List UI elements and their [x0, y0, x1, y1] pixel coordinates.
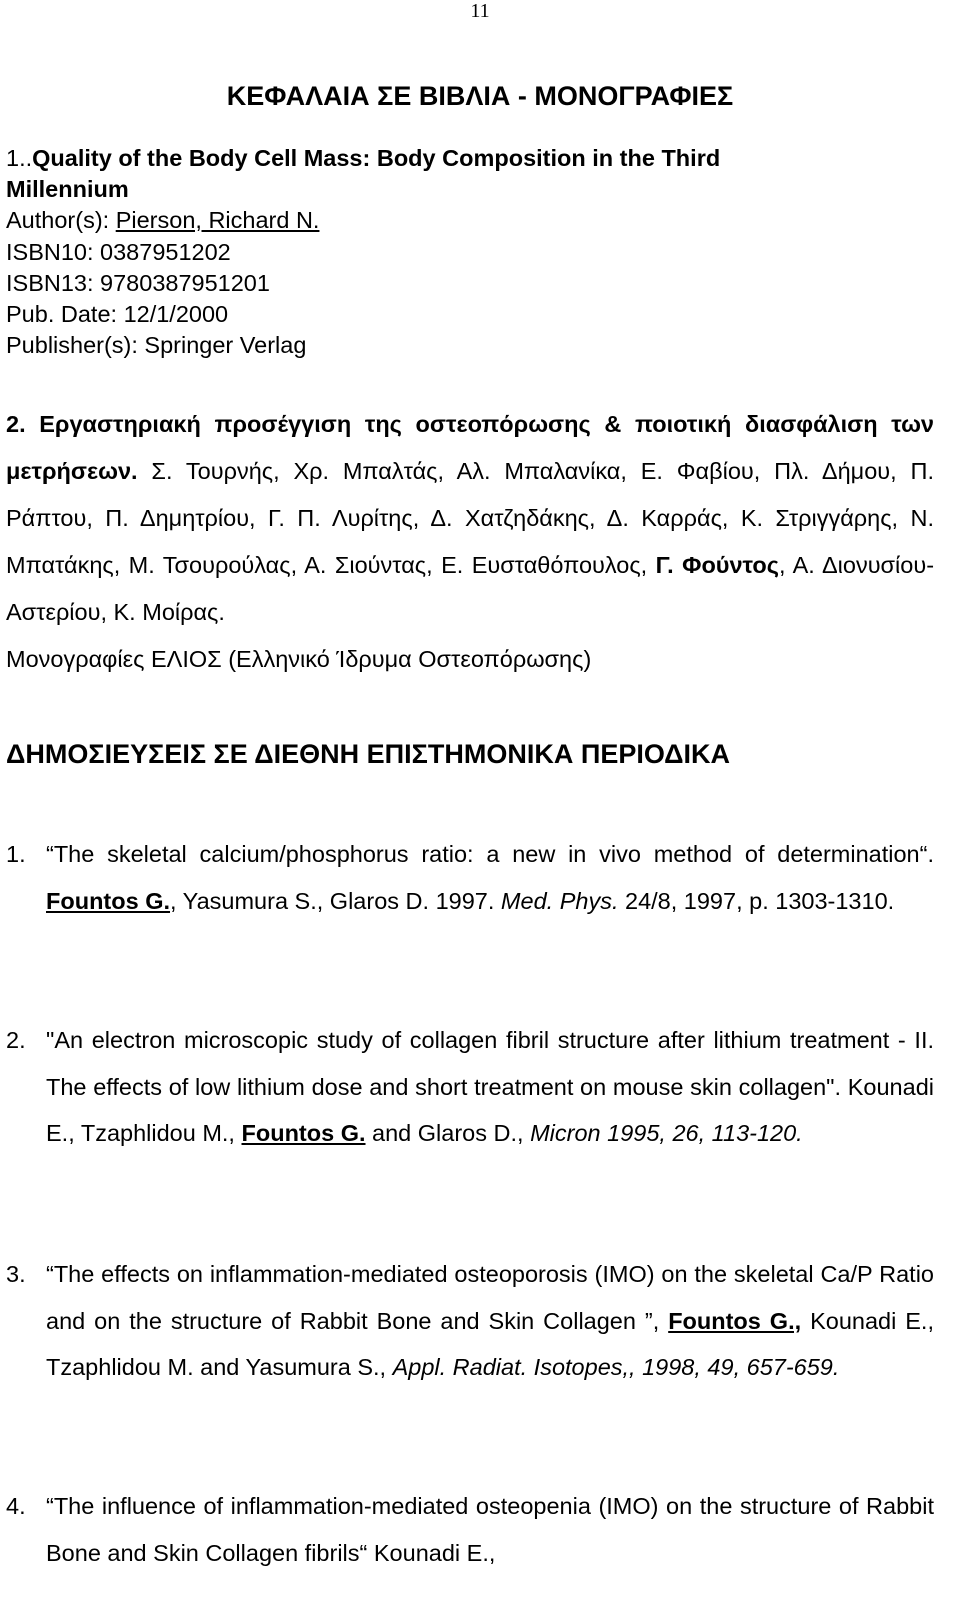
pub-item-3: [6, 1251, 934, 1391]
book-item-1-title: [6, 143, 936, 174]
page-number: 11: [470, 0, 490, 22]
pub-item-1: [6, 831, 934, 924]
book-item-1-prefix: 1..: [6, 145, 33, 171]
book-item-1-publisher: Publisher(s): Springer Verlag: [6, 332, 307, 359]
book-item-1-isbn13: ISBN13: 9780387951201: [6, 269, 270, 296]
pub-author-main: Fountos G.: [46, 887, 171, 914]
book-item-1-title-line1: Quality of the Body Cell Mass: Body Composition in the Third: [32, 145, 721, 171]
book-item-2-authors-a: Σ. Τουρνής, Χρ. Μπαλτάς, Αλ. Μπαλανίκα, Ε. Φαβίου, Πλ. Δήμου, Π. Ράπτου, Π. Δημητρίου, Γ. Π. Λυρίτης, Δ. Χατζηδάκης, Δ. Καρράς, Κ. Στριγγάρης, Ν. Μπατάκης, Μ. Τσουρούλας, Α. Σιούντας, Ε. Ευσταθόπουλος,: [6, 458, 934, 578]
pub-title: "An electron microscopic study of collagen fibril structure after lithium treatment - II. The effects of low lithium dose and short treatment on mouse skin collagen". Kounadi E., Tzaphlidou M.,: [46, 1027, 934, 1146]
pub-authors-rest: Kounadi E., Tzaphlidou M. and Yasumura S.,: [46, 1307, 934, 1380]
book-item-1: [6, 143, 936, 361]
book-item-2-authors-b: , Α. Διονυσίου-Αστερίου, Κ. Μοίρας.: [6, 552, 935, 625]
book-item-2-author-initial: Γ.: [655, 552, 674, 578]
book-item-2: [6, 401, 934, 636]
pub-title: “The skeletal calcium/phosphorus ratio: a new in vivo method of determination“.: [46, 841, 934, 867]
pub-author-main: Fountos G.: [241, 1120, 366, 1146]
pub-journal: Med. Phys.: [500, 887, 619, 914]
book-item-2-title: Εργαστηριακή προσέγγιση της οστεοπόρωσης & ποιοτική διασφάλιση των μετρήσεων.: [6, 411, 934, 484]
book-item-2-series: Μονογραφίες ΕΛΙΟΣ (Ελληνικό Ίδρυμα Οστεοπόρωσης): [6, 646, 592, 672]
pub-number: 2.: [6, 1027, 26, 1053]
authors-label: Author(s):: [6, 207, 116, 234]
book-item-1-pub-date: Pub. Date: 12/1/2000: [6, 301, 229, 328]
section-title-books: ΚΕΦΑΛΑΙΑ ΣΕ ΒΙΒΛΙΑ - ΜΟΝΟΓΡΑΦΙΕΣ: [226, 81, 734, 111]
pub-author-main: Fountos G.,: [668, 1307, 802, 1334]
pub-citation: 24/8, 1997, p. 1303-1310.: [618, 887, 895, 914]
book-item-2-author-main: Φούντος: [682, 552, 779, 578]
pub-title: “The effects on inflammation-mediated osteoporosis (IMO) on the skeletal Ca/P Ratio and on the structure of Rabbit Bone and Skin Collagen ”,: [46, 1261, 934, 1334]
pub-number: 3.: [6, 1261, 26, 1287]
book-item-1-isbn10: ISBN10: 0387951202: [6, 238, 231, 265]
pub-number: 4.: [6, 1493, 26, 1519]
pub-authors-rest: and Glaros D.,: [365, 1120, 531, 1146]
pub-item-2: [6, 1017, 934, 1157]
book-item-2-prefix: 2.: [6, 411, 40, 437]
book-item-1-title-line2: Millennium: [6, 176, 129, 203]
pub-journal: Micron 1995, 26, 113-120.: [530, 1120, 803, 1146]
pub-number: 1.: [6, 841, 26, 867]
book-item-1-authors: [6, 205, 936, 236]
pub-authors-rest: , Yasumura S., Glaros D. 1997.: [170, 887, 501, 914]
pub-title: “The influence of inflammation-mediated osteopenia (IMO) on the structure of Rabbit Bone and Skin Collagen fibrils“ Kounadi E.,: [46, 1493, 934, 1566]
pub-item-4: [6, 1483, 934, 1576]
section-title-journals: ΔΗΜΟΣΙΕΥΣΕΙΣ ΣΕ ΔΙΕΘΝΗ ΕΠΙΣΤΗΜΟΝΙΚΑ ΠΕΡΙΟΔΙΚΑ: [6, 739, 731, 769]
authors-link[interactable]: Pierson, Richard N.: [115, 207, 320, 234]
pub-journal: Appl. Radiat. Isotopes,, 1998, 49, 657-659.: [392, 1354, 840, 1380]
